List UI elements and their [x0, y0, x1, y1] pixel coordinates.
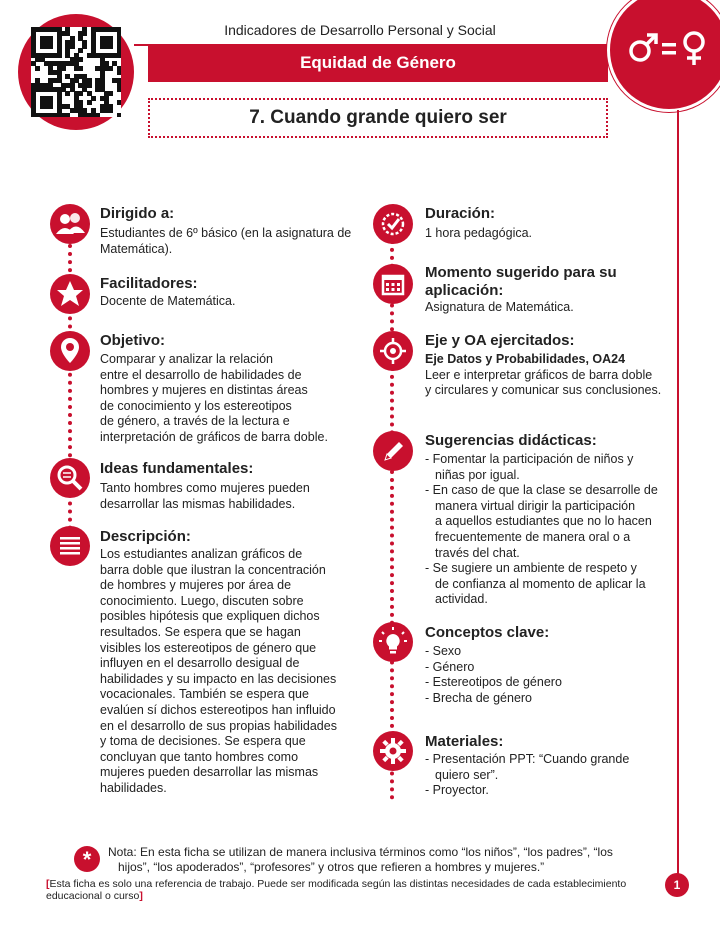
- ideas-line: Tanto hombres como mujeres pueden: [100, 481, 310, 495]
- ideas-title: Ideas fundamentales:: [100, 460, 254, 477]
- descripcion-line: habilidades.: [100, 780, 167, 795]
- qr-module: [108, 44, 113, 49]
- objetivo-line: de conocimiento y los estereotipos: [100, 398, 292, 413]
- header-title-bar: Equidad de Género: [148, 44, 608, 82]
- qr-module: [108, 66, 113, 71]
- descripcion-title: Descripción:: [100, 528, 191, 545]
- page-number: 1: [665, 873, 689, 897]
- qr-module: [87, 83, 92, 88]
- concepto-item: - Sexo: [425, 644, 462, 658]
- qr-module: [87, 100, 92, 105]
- qr-module: [82, 31, 87, 36]
- sugerencia-line: manera virtual dirigir la participación: [435, 498, 636, 513]
- descripcion-line: barra doble que ilustran la concentración: [100, 562, 326, 577]
- materiales-title: Materiales:: [425, 733, 504, 750]
- right-timeline-dots: [390, 240, 394, 800]
- dirigido-title: Dirigido a:: [100, 205, 175, 222]
- objetivo-line: entre el desarrollo de habilidades de: [100, 367, 302, 382]
- sugerencias-title: Sugerencias didácticas:: [425, 432, 597, 449]
- gender-equality-badge: [607, 0, 720, 112]
- descripcion-line: posibles hipótesis que expliquen dichos: [100, 609, 320, 624]
- target-icon: [373, 331, 413, 371]
- qr-module: [78, 57, 83, 62]
- pencil-icon: [373, 431, 413, 471]
- qr-module: [65, 91, 70, 96]
- qr-module: [78, 48, 83, 53]
- objetivo-line: Comparar y analizar la relación: [100, 352, 273, 366]
- eje-title: Eje y OA ejercitados:: [425, 332, 575, 349]
- footer-bracket-close: ]: [139, 890, 143, 902]
- sugerencia-item: [425, 561, 685, 608]
- eje-line: y circulares y comunicar sus conclusiones.: [425, 383, 662, 398]
- qr-module: [48, 104, 53, 109]
- qr-module: [48, 44, 53, 49]
- gear-icon: [373, 731, 413, 771]
- momento-title-line: Momento sugerido para su: [425, 264, 617, 281]
- descripcion-text: [100, 547, 370, 797]
- concepto-item: - Género: [425, 659, 475, 674]
- sugerencia-line: - Se sugiere un ambiente de respeto y: [425, 561, 637, 576]
- location-pin-icon: [50, 331, 90, 371]
- qr-module: [57, 53, 62, 58]
- qr-module: [78, 66, 83, 71]
- material-item: [425, 783, 675, 799]
- material-line: - Proyector.: [425, 783, 489, 798]
- eje-bold: Eje Datos y Probabilidades, OA24: [425, 352, 626, 366]
- footer-disclaimer: [46, 878, 662, 902]
- calendar-icon: [373, 264, 413, 304]
- qr-module: [82, 44, 87, 49]
- dirigido-text: Estudiantes de 6º básico (en la asignatura de Matemática).: [100, 226, 352, 256]
- lightbulb-icon: [373, 622, 413, 662]
- sugerencia-line: actividad.: [435, 592, 488, 607]
- objetivo-line: de género, a través de la lectura e: [100, 414, 290, 429]
- text-lines-icon: [50, 526, 90, 566]
- concepto-item: - Estereotipos de género: [425, 675, 562, 690]
- facilitadores-title: Facilitadores:: [100, 275, 198, 292]
- descripcion-line: resultados. Se espera que se hagan: [100, 624, 301, 639]
- material-item: [425, 752, 675, 783]
- descripcion-line: visibles los estereotipos de género que: [100, 640, 317, 655]
- sugerencia-item: [425, 452, 685, 483]
- qr-module: [61, 66, 66, 71]
- materiales-list: [425, 752, 675, 799]
- descripcion-line: habilidades y su impacto en las decisiones: [100, 671, 337, 686]
- momento-title: [425, 264, 617, 300]
- qr-module: [108, 91, 113, 96]
- qr-module: [117, 100, 121, 105]
- magnifier-icon: [50, 458, 90, 498]
- ideas-text: [100, 481, 370, 512]
- qr-module: [35, 66, 40, 71]
- clock-icon: [373, 204, 413, 244]
- sugerencia-line: través del chat.: [435, 545, 520, 560]
- qr-module: [117, 70, 121, 75]
- qr-module: [117, 53, 121, 58]
- sugerencia-line: a aquellos estudiantes que no lo hacen: [435, 514, 652, 529]
- note-line: Nota: En esta ficha se utilizan de manera inclusiva términos como “los niños”, “los padres”, “los: [108, 845, 613, 859]
- material-line: quiero ser”.: [435, 767, 499, 782]
- note-line: hijos”, “los apoderados”, “profesores” y otros que refieren a hombres y mujeres.”: [118, 860, 545, 874]
- qr-code-pattern: [31, 27, 121, 117]
- sugerencia-line: - En caso de que la clase se desarrolle de: [425, 483, 658, 498]
- qr-module: [95, 113, 100, 117]
- qr-module: [117, 87, 121, 92]
- objetivo-line: hombres y mujeres en distintas áreas: [100, 383, 308, 398]
- momento-title-line: aplicación:: [425, 282, 504, 299]
- eje-text: [425, 352, 685, 399]
- descripcion-line: concluyan que tanto hombres como: [100, 749, 299, 764]
- conceptos-title: Conceptos clave:: [425, 624, 550, 641]
- qr-module: [117, 113, 121, 117]
- duracion-text: 1 hora pedagógica.: [425, 226, 533, 240]
- descripcion-line: y toma de decisiones. Se espera que: [100, 734, 306, 749]
- qr-code: [18, 14, 134, 130]
- ideas-line: desarrollar las mismas habilidades.: [100, 496, 296, 511]
- descripcion-line: de hombres y mujeres por área de: [100, 578, 292, 593]
- qr-module: [70, 44, 75, 49]
- footer-bracket-open: [: [46, 878, 50, 890]
- conceptos-list: [425, 644, 675, 706]
- inclusive-language-note: [108, 845, 628, 875]
- people-icon: [50, 204, 90, 244]
- qr-module: [91, 96, 96, 101]
- duracion-title: Duración:: [425, 205, 496, 222]
- footer-text: Esta ficha es solo una referencia de trabajo. Puede ser modificada según las distintas necesidades de cada establecimiento educacional o curso: [46, 878, 627, 902]
- sugerencia-line: niñas por igual.: [435, 467, 520, 482]
- descripcion-line: conocimiento. Luego, discuten sobre: [100, 593, 304, 608]
- gender-equality-icon: [628, 27, 714, 67]
- qr-module: [78, 91, 83, 96]
- activity-title: 7. Cuando grande quiero ser: [148, 98, 608, 138]
- star-icon: [50, 274, 90, 314]
- descripcion-line: vocacionales. También se espera que: [100, 687, 309, 702]
- sugerencia-line: - Fomentar la participación de niños y: [425, 452, 634, 466]
- qr-module: [108, 108, 113, 113]
- concepto-item: - Brecha de género: [425, 690, 533, 705]
- descripcion-line: evalúen sí dichos estereotipos han influido: [100, 702, 336, 717]
- sugerencia-item: [425, 483, 685, 561]
- material-line: - Presentación PPT: “Cuando grande: [425, 752, 630, 766]
- descripcion-line: en el desarrollo de sus propias habilidades: [100, 718, 337, 733]
- descripcion-line: influyen en el desarrollo desigual de: [100, 656, 300, 671]
- objetivo-text: [100, 352, 370, 446]
- objetivo-line: interpretación de gráficos de barra doble.: [100, 429, 328, 444]
- descripcion-line: mujeres pueden desarrollar las mismas: [100, 765, 319, 780]
- eje-line: Leer e interpretar gráficos de barra doble: [425, 367, 653, 382]
- objetivo-title: Objetivo:: [100, 332, 166, 349]
- asterisk-icon: *: [74, 846, 100, 872]
- descripcion-line: Los estudiantes analizan gráficos de: [100, 547, 303, 561]
- facilitadores-text: Docente de Matemática.: [100, 294, 236, 308]
- sugerencias-list: [425, 452, 685, 608]
- qr-module: [65, 113, 70, 117]
- sugerencia-line: de confianza al momento de aplicar la: [435, 576, 646, 591]
- momento-text: Asignatura de Matemática.: [425, 300, 574, 314]
- sugerencia-line: frecuentemente de manera oral o a: [435, 529, 631, 544]
- header-subtitle: Indicadores de Desarrollo Personal y Social: [224, 22, 496, 38]
